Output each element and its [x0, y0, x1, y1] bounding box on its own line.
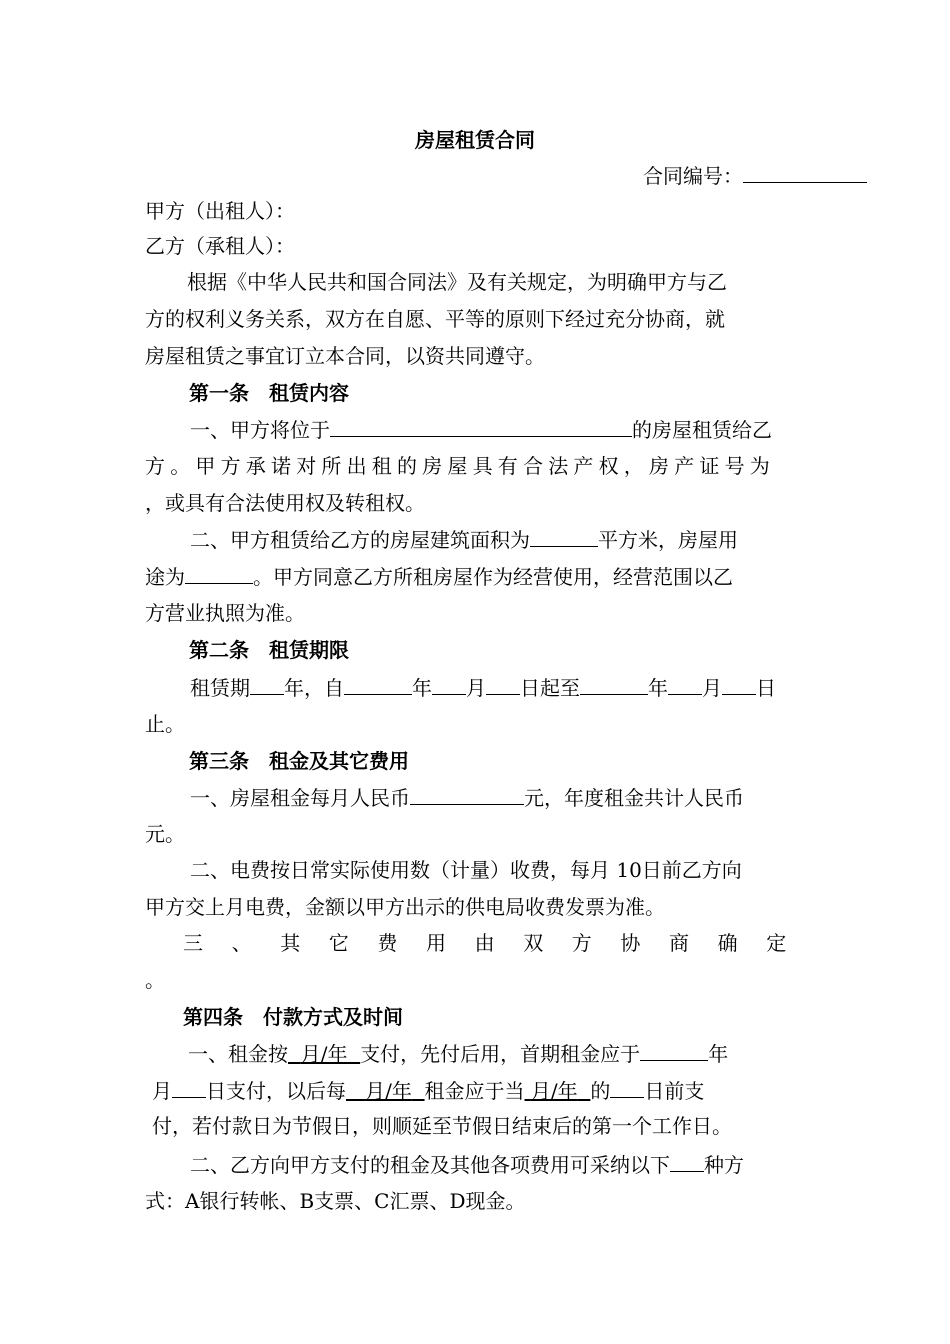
text-segment: 月	[152, 1079, 172, 1103]
start-year-blank	[344, 674, 412, 695]
article-3-p3-line-1: 三、其它费用由双方协商确定	[183, 931, 815, 955]
text-segment: 年，自	[284, 676, 344, 700]
article-1-p1-line-1	[190, 416, 850, 443]
payment-day-blank	[610, 1077, 644, 1098]
period-option	[525, 1079, 591, 1103]
article-1-p1-line-3: ，或具有合法使用权及转租权。	[145, 491, 425, 515]
text-segment: 一、租金按	[188, 1042, 288, 1066]
period-option-text: 月/年	[300, 1042, 348, 1066]
end-year-blank	[580, 674, 648, 695]
period-option-text: 月/年	[530, 1079, 578, 1103]
article-4-p2-line-2: 式：A银行转帐、B支票、C汇票、D现金。	[145, 1189, 526, 1213]
period-option	[288, 1042, 360, 1066]
article-3-p3-line-2: 。	[145, 968, 165, 992]
article-3-heading: 第三条 租金及其它费用	[189, 749, 409, 773]
article-3-p2-line-2: 甲方交上月电费，金额以甲方出示的供电局收费发票为准。	[145, 895, 665, 919]
contract-number-label: 合同编号：	[643, 164, 743, 188]
party-a-line: 甲方（出租人）：	[145, 199, 295, 223]
usage-blank	[185, 563, 253, 584]
article-1-p2-line-2	[145, 563, 805, 590]
text-segment: 日支付，以后每	[206, 1079, 346, 1103]
text-segment: 途为	[145, 565, 185, 589]
text-segment: 月	[702, 676, 722, 700]
text-segment: 平方米，房屋用	[598, 528, 738, 552]
article-1-p2-line-3: 方营业执照为准。	[145, 601, 305, 625]
article-2-term-line	[190, 674, 850, 701]
period-option-text: 月/年	[365, 1079, 412, 1103]
text-segment: 二、乙方向甲方支付的租金及其他各项费用可采纳以下	[190, 1153, 670, 1177]
text-segment: 二、甲方租赁给乙方的房屋建筑面积为	[190, 528, 530, 552]
text-segment: 种方	[704, 1153, 744, 1177]
text-segment: 的房屋租赁给乙	[632, 418, 772, 442]
article-1-heading: 第一条 租赁内容	[189, 381, 349, 405]
article-3-p1-line-2: 元。	[145, 822, 185, 846]
intro-line-3: 房屋租赁之事宜订立本合同，以资共同遵守。	[145, 344, 545, 368]
monthly-rent-blank	[410, 784, 524, 805]
text-segment: 年	[412, 676, 432, 700]
term-years-blank	[250, 674, 284, 695]
article-4-p1-line-3: 付，若付款日为节假日，则顺延至节假日结束后的第一个工作日。	[152, 1114, 732, 1138]
text-segment: 租金应于当	[424, 1079, 525, 1103]
article-4-p2-line-1	[190, 1151, 850, 1178]
text-segment: 租赁期	[190, 676, 250, 700]
page-title: 房屋租赁合同	[415, 128, 535, 152]
article-1-p2-line-1	[190, 526, 850, 553]
article-2-heading: 第二条 租赁期限	[189, 638, 349, 662]
text-segment: 。甲方同意乙方所租房屋作为经营使用，经营范围以乙	[253, 565, 733, 589]
intro-line-1: 根据《中华人民共和国合同法》及有关规定，为明确甲方与乙	[187, 270, 727, 294]
article-2-term-line-2: 止。	[145, 712, 185, 736]
area-blank	[530, 526, 598, 547]
text-segment: 日	[756, 676, 776, 700]
contract-number-blank	[743, 162, 867, 183]
party-b-line: 乙方（承租人）：	[145, 234, 295, 258]
text-segment: 日起至	[520, 676, 580, 700]
text-segment: 日前支	[644, 1079, 705, 1103]
first-payment-year-blank	[640, 1040, 708, 1061]
text-segment: 一、甲方将位于	[190, 418, 330, 442]
text-segment: 年	[648, 676, 668, 700]
period-option	[346, 1079, 425, 1103]
article-4-p1-line-2	[152, 1077, 812, 1104]
payment-methods-blank	[670, 1151, 704, 1172]
text-segment: 月	[466, 676, 486, 700]
address-blank	[330, 416, 632, 437]
article-1-p1-line-2: 方。甲方承诺对所出租的房屋具有合法产权，房产证号为	[145, 454, 775, 478]
text-segment: 年	[708, 1042, 729, 1066]
text-segment: 一、房屋租金每月人民币	[190, 786, 410, 810]
text-segment: 支付，先付后用，首期租金应于	[360, 1042, 641, 1066]
first-payment-month-blank	[172, 1077, 206, 1098]
text-segment: 的	[590, 1079, 611, 1103]
text-segment: 元，年度租金共计人民币	[524, 786, 744, 810]
article-3-p1-line-1	[190, 784, 850, 811]
contract-number	[643, 160, 867, 189]
end-day-blank	[722, 674, 756, 695]
intro-line-2: 方的权利义务关系，双方在自愿、平等的原则下经过充分协商，就	[145, 307, 725, 331]
article-4-heading: 第四条 付款方式及时间	[183, 1005, 403, 1029]
start-day-blank	[486, 674, 520, 695]
end-month-blank	[668, 674, 702, 695]
article-4-p1-line-1	[188, 1040, 848, 1067]
start-month-blank	[432, 674, 466, 695]
article-3-p2-line-1: 二、电费按日常实际使用数（计量）收费，每月 10日前乙方向	[190, 858, 742, 882]
